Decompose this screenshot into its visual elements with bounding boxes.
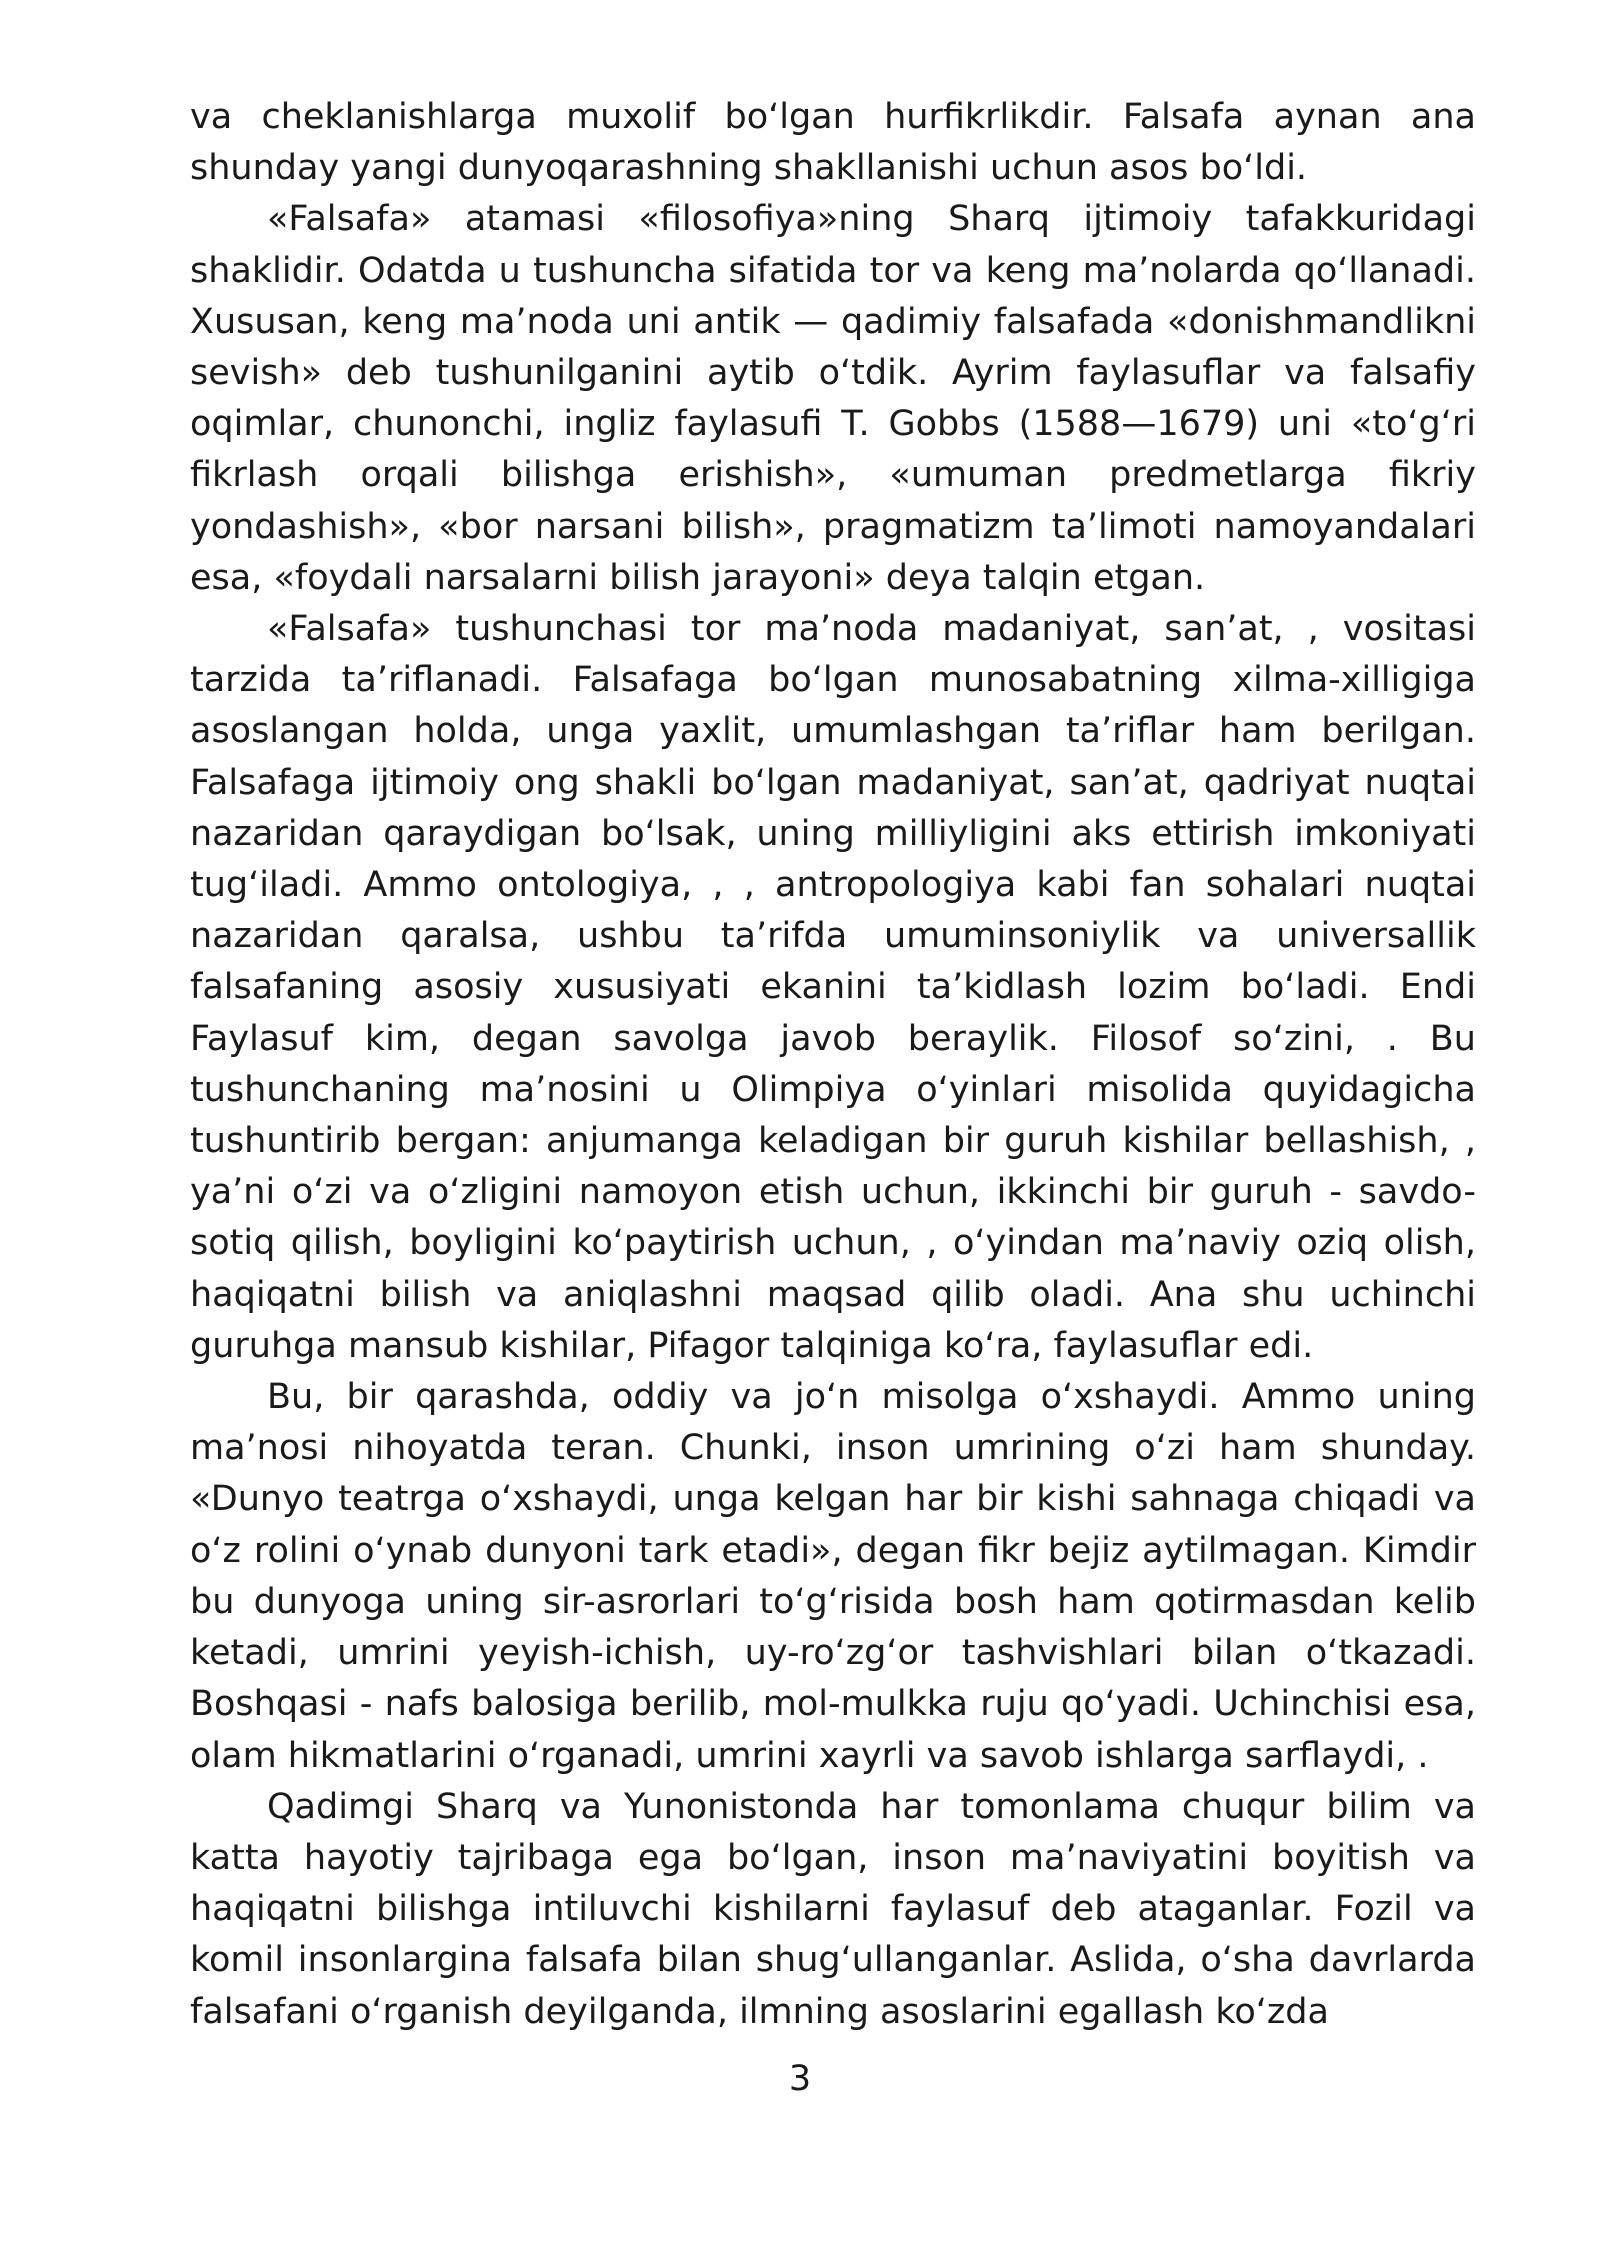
paragraph: «Falsafa» tushunchasi tor maʼnoda madaniyat, sanʼat, , vositasi tarzida taʼriflanadi. Falsafaga boʻlgan munosabatning xilma-xilligiga asoslangan holda, unga yaxlit, umumlashgan taʼriflar ham berilgan. Falsafaga ijtimoiy ong shakli boʻlgan madaniyat, sanʼat, qadriyat nuqtai nazaridan qaraydigan boʻlsak, uning milliyligini aks ettirish imkoniyati tugʻiladi. Ammo ontologiya, , , antropologiya kabi fan sohalari nuqtai nazaridan qaralsa, ushbu taʼrifda umuminsoniylik va universallik falsafaning asosiy xususiyati ekanini taʼkidlash lozim boʻladi. Endi Faylasuf kim, degan savolga javob beraylik. Filosof soʻzini, . Bu tushunchaning maʼnosini u Olimpiya oʻyinlari misolida quyidagicha tushuntirib bergan: anjumanga keladigan bir guruh kishilar bellashish, , yaʼni oʻzi va oʻzligini namoyon etish uchun, ikkinchi bir guruh - savdo-sotiq qilish, boyligini koʻpaytirish uchun, , oʻyindan maʼnaviy oziq olish, haqiqatni bilish va aniqlashni maqsad qilib oladi. Ana shu uchinchi guruhga mansub kishilar, Pifagor talqiniga koʻra, faylasuflar edi. — [190, 609, 1476, 1366]
paragraph: va cheklanishlarga muxolif boʻlgan hurfikrlikdir. Falsafa aynan ana shunday yangi dunyoqarashning shakllanishi uchun asos boʻldi. — [190, 97, 1476, 189]
page-body — [190, 92, 1476, 2038]
page-number: 3 — [788, 2059, 812, 2099]
paragraph: Bu, bir qarashda, oddiy va joʻn misolga oʻxshaydi. Ammo uning maʼnosi nihoyatda teran. Chunki, inson umrining oʻzi ham shunday. «Dunyo teatrga oʻxshaydi, unga kelgan har bir kishi sahnaga chiqadi va oʻz rolini oʻynab dunyoni tark etadi», degan fikr bejiz aytilmagan. Kimdir bu dunyoga uning sir-asrorlari toʻgʻrisida bosh ham qotirmasdan kelib ketadi, umrini yeyish-ichish, uy-roʻzgʻor tashvishlari bilan oʻtkazadi. Boshqasi - nafs balosiga berilib, mol-mulkka ruju qoʻyadi. Uchinchisi esa, olam hikmatlarini oʻrganadi, umrini xayrli va savob ishlarga sarflaydi, . — [190, 1377, 1476, 1776]
paragraph: Qadimgi Sharq va Yunonistonda har tomonlama chuqur bilim va katta hayotiy tajribaga ega boʻlgan, inson maʼnaviyatini boyitish va haqiqatni bilishga intiluvchi kishilarni faylasuf deb ataganlar. Fozil va komil insonlargina falsafa bilan shugʻullanganlar. Aslida, oʻsha davrlarda falsafani oʻrganish deyilganda, ilmning asoslarini egallash koʻzda — [190, 1786, 1476, 2032]
paragraph: «Falsafa» atamasi «filosofiya»ning Sharq ijtimoiy tafakkuridagi shaklidir. Odatda u tushuncha sifatida tor va keng maʼnolarda qoʻllanadi. Xususan, keng maʼnoda uni antik — qadimiy falsafada «donishmandlikni sevish» deb tushunilganini aytib oʻtdik. Ayrim faylasuflar va falsafiy oqimlar, chunonchi, ingliz faylasufi T. Gobbs (1588—1679) uni «toʻgʻri fikrlash orqali bilishga erishish», «umuman predmetlarga fikriy yondashish», «bor narsani bilish», pragmatizm taʼlimoti namoyandalari esa, «foydali narsalarni bilish jarayoni» deya talqin etgan. — [190, 199, 1476, 598]
